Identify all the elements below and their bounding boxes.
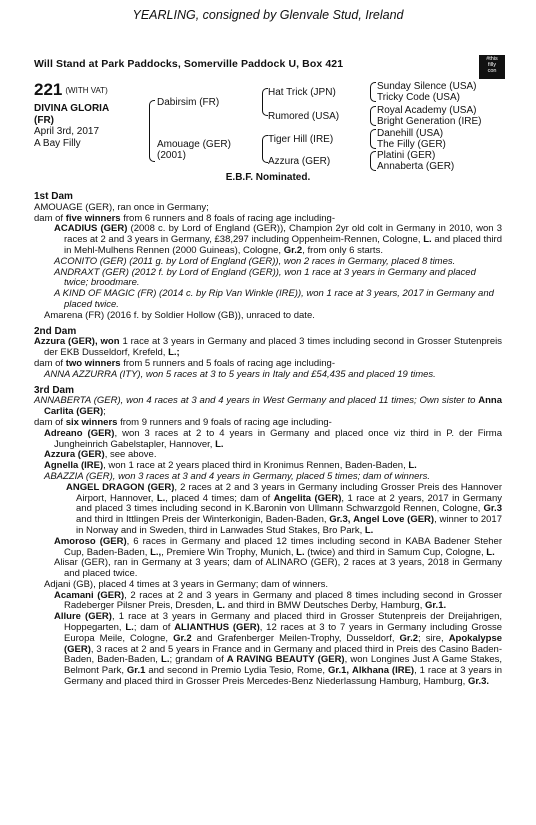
pedigree-brace xyxy=(370,82,376,102)
horse-dob: April 3rd, 2017 xyxy=(34,126,100,137)
dam2-produce: dam of two winners from 5 runners and 5 foals of racing age including- xyxy=(34,357,335,369)
dam-dam-sire: Platini (GER) xyxy=(377,150,436,161)
allure-entry: Allure (GER), 1 race at 3 years in Germany and placed third in Grosser Stutenpreis der Dreijahrigen, Hoppegarten, L.; dam of ALIANTHUS (GER), 12 races at 3 to 7 years in Germany including Grosse Europa Meile, Cologne, Gr.2 and Grafenberger Meilen-Trophy, Dusseldorf, Gr.2; sire, Apokalypse (GER), 3 races at 2 and 5 years in France and in Germany and placed third in Preis des Casino Baden-Baden, Baden-Baden, L.; grandam of A RAVING BEAUTY (GER), won Longines Just A Game Stakes, Belmont Park, Gr.1 and second in Premio Lydia Tesio, Rome, Gr.1, Alkhana (IRE), 1 race at 3 years in Germany and placed third in Grosser Preis Mercedes-Benz Niederlassung Hamburg, Hamburg, Gr.3. xyxy=(54,611,503,688)
acamani-entry: Acamani (GER), 2 races at 2 and 3 years in Germany and placed 8 times including second in Grosser Radeberger Pilsner Preis, Dresden, L. and third in BMW Deutsches Derby, Hamburg, Gr.1. xyxy=(54,589,502,612)
acadius-entry: ACADIUS (GER) (2008 c. by Lord of England (GER)), Champion 2yr old colt in Germany in 2010, won 3 races at 2 and 3 years in Germany, £38,297 including Oppenheim-Rennen, Cologne, L. and placed third in Mehl-Mulhens Rennen (2000 Guineas), Cologne, Gr.2, from only 6 starts. xyxy=(54,223,502,256)
azzura-see-above: Azzura (GER), see above. xyxy=(44,449,157,461)
dam-dam-dam: Annaberta (GER) xyxy=(377,161,455,172)
third-dam-heading: 3rd Dam xyxy=(34,384,75,396)
dam1-produce: dam of five winners from 6 runners and 8 foals of racing age including- xyxy=(34,212,336,224)
dam-sire: Tiger Hill (IRE) xyxy=(268,134,334,145)
first-dam-heading: 1st Dam xyxy=(34,191,73,202)
horse-country: (FR) xyxy=(34,114,54,126)
sire-dam-sire: Royal Academy (USA) xyxy=(377,105,477,116)
abazzia-entry: ABAZZIA (GER), won 3 races at 3 and 4 years in Germany, placed 5 times; dam of winners. xyxy=(44,470,430,482)
aconito-entry: ACONITO (GER) (2011 g. by Lord of England (GER)), won 2 races in Germany, placed 8 times. xyxy=(54,255,456,267)
horse-description: A Bay Filly xyxy=(34,137,81,149)
catalogue-body xyxy=(34,192,502,688)
sire-dam: Rumored (USA) xyxy=(268,111,340,122)
dam-sire-sire: Danehill (USA) xyxy=(377,128,444,139)
dam1-intro: AMOUAGE (GER), ran once in Germany; xyxy=(34,201,209,213)
sire-dam-dam: Bright Generation (IRE) xyxy=(377,116,482,127)
sire-sire-dam: Tricky Code (USA) xyxy=(377,92,460,103)
vat-label: (WITH VAT) xyxy=(65,86,108,95)
agnella-entry: Agnella (IRE), won 1 race at 2 years placed third in Kronimus Rennen, Baden-Baden, L. xyxy=(44,460,417,472)
dam3-produce: dam of six winners from 9 runners and 9 foals of racing age including- xyxy=(34,416,332,428)
adjani-entry: Adjani (GB), placed 4 times at 3 years in Germany; dam of winners. xyxy=(44,578,329,590)
angel-dragon-entry: ANGEL DRAGON (GER), 2 races at 2 and 3 years in Germany including Grosser Preis des Hannover Airport, Hannover, L., placed 4 times; dam of Angelita (GER), 1 race at 2 years, 2017 in Germany and placed 3 times including second in K.Baronin von Ullmann Schwarzgold Rennen, Cologne, Gr.3 and third in Ittlingen Preis der Winterkonigin, Baden-Baden, Gr.3, Angel Love (GER), winner to 2017 in Norway and in Sweden, third in Lanwades Stud Stakes, Bro Park, L. xyxy=(66,481,502,536)
dam-sire-dam: The Filly (GER) xyxy=(377,139,446,150)
pedigree-brace xyxy=(370,151,376,171)
logo-line: con xyxy=(487,68,497,74)
dam-year: (2001) xyxy=(157,150,186,161)
adreano-entry: Adreano (GER), won 3 races at 2 to 4 years in Germany and placed once viz third in P. der Firma Jungheinrich Gabelstapler, Hannover, L. xyxy=(44,427,502,450)
brand-logo xyxy=(479,55,505,79)
andraxt-entry: ANDRAXT (GER) (2012 f. by Lord of England (GER)), won 1 race at 3 years in Germany and placed twice; broodmare. xyxy=(54,266,476,289)
sire: Dabirsim (FR) xyxy=(157,97,220,108)
dam-dam: Azzura (GER) xyxy=(268,156,331,167)
logo-line: #this xyxy=(486,56,498,62)
logo-line: filly xyxy=(488,62,496,68)
azzura-entry: Azzura (GER), won 1 race at 3 years in Germany and placed 3 times including second in Grosser Stutenpreis der EKB Dusseldorf, Krefeld, L.; xyxy=(34,336,502,359)
annaberta-entry: ANNABERTA (GER), won 4 races at 3 and 4 years in West Germany and placed 11 times; Own sister to Anna Carlita (GER); xyxy=(34,395,502,418)
nomination: E.B.F. Nominated. xyxy=(225,172,311,183)
dam: Amouage (GER) xyxy=(157,139,231,150)
alisar-entry: Alisar (GER), ran in Germany at 3 years; dam of ALINARO (GER), 2 races at 3 years, 2018 in Germany and placed twice. xyxy=(54,557,502,580)
kind-of-magic-entry: A KIND OF MAGIC (FR) (2014 c. by Rip Van Winkle (IRE)), won 1 race at 3 years, 2017 in Germany and placed twice. xyxy=(54,288,494,310)
pedigree-brace xyxy=(149,100,155,162)
lot-number: 221 (WITH VAT) xyxy=(34,80,108,99)
amoroso-entry: Amoroso (GER), 6 races in Germany and placed 12 times including second in KABA Badener Steher Cup, Baden-Baden, L.,, Premiere Win Trophy, Munich, L. (twice) and third in Samum Cup, Cologne, L. xyxy=(54,535,502,558)
horse-info xyxy=(34,103,109,149)
second-dam-heading: 2nd Dam xyxy=(34,325,77,337)
horse-name: DIVINA GLORIA xyxy=(34,103,110,114)
amarena-entry: Amarena (FR) (2016 f. by Soldier Hollow (GB)), unraced to date. xyxy=(44,309,315,321)
pedigree-brace xyxy=(370,106,376,126)
stand-location: Will Stand at Park Paddocks, Somerville Paddock U, Box 421 xyxy=(34,58,344,70)
anna-azzurra-entry: ANNA AZZURRA (ITY), won 5 races at 3 to 5 years in Italy and £54,435 and placed 19 times. xyxy=(44,368,436,380)
sire-sire: Hat Trick (JPN) xyxy=(268,87,336,98)
sire-sire-sire: Sunday Silence (USA) xyxy=(377,81,477,92)
pedigree-brace xyxy=(370,129,376,149)
page-title: YEARLING, consigned by Glenvale Stud, Ireland xyxy=(132,8,404,22)
